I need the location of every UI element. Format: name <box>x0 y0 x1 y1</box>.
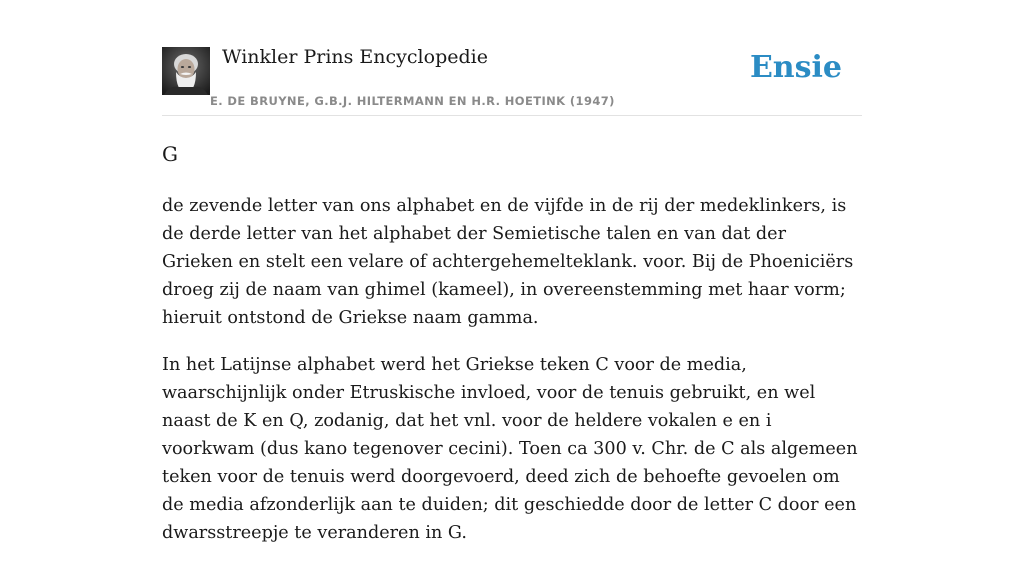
entry-body <box>162 192 862 566</box>
author-avatar-icon[interactable] <box>162 47 210 95</box>
article-container <box>162 0 862 543</box>
entry-title: G <box>162 142 178 166</box>
ensie-logo[interactable]: Ensie <box>749 50 842 85</box>
source-authors: E. DE BRUYNE, G.B.J. HILTERMANN EN H.R. HOETINK (1947) <box>210 94 615 108</box>
source-header <box>162 0 862 116</box>
entry-paragraph: de zevende letter van ons alphabet en de vijfde in de rij der medeklinkers, is de derde letter van het alphabet der Semietische talen en van dat der Grieken en stelt een velare of achtergehemelteklank. voor. Bij de Phoeniciërs droeg zij de naam van ghimel (kameel), in overeenstemming met haar vorm; hieruit ontstond de Griekse naam gamma. <box>162 196 854 328</box>
entry-paragraph: In het Latijnse alphabet werd het Griekse teken C voor de media, waarschijnlijk onder Etruskische invloed, voor de tenuis gebruikt, en wel naast de K en Q, zodanig, dat het vnl. voor de heldere vokalen e en i voorkwam (dus kano tegenover cecini). Toen ca 300 v. Chr. de C als algemeen teken voor de tenuis werd doorgevoerd, deed zich de behoefte gevoelen om de media afzonderlijk aan te duiden; dit geschiedde door de letter C door een dwarsstreepje te veranderen in G. <box>162 355 858 543</box>
source-title[interactable]: Winkler Prins Encyclopedie <box>222 46 488 68</box>
